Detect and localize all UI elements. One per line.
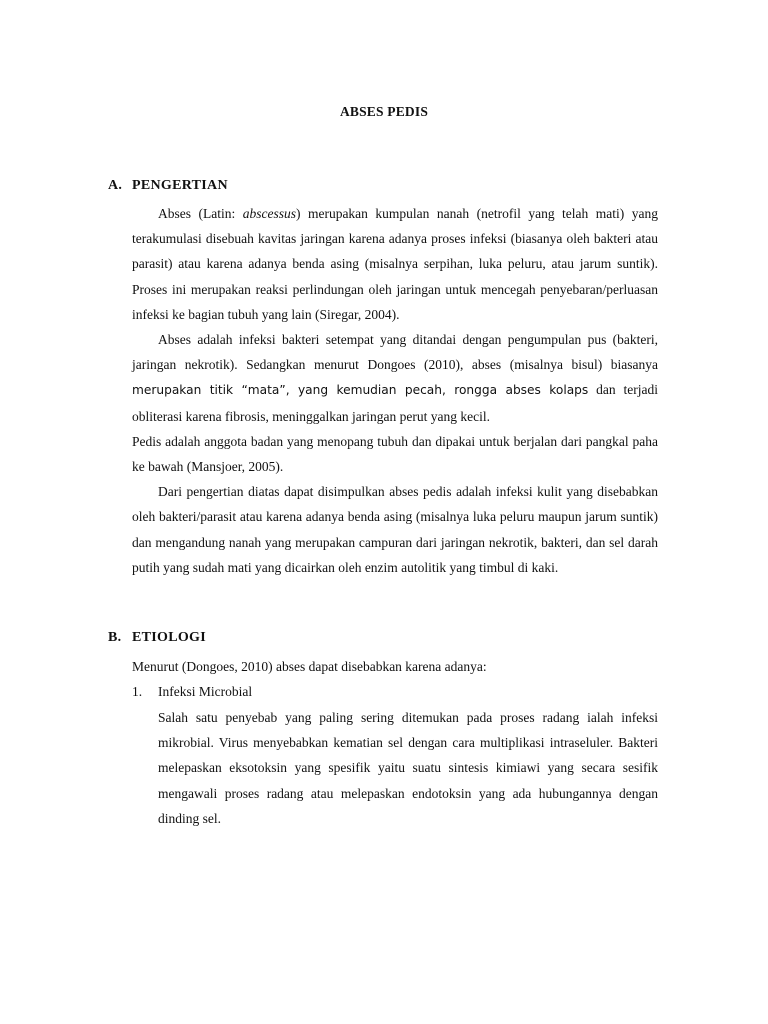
list-item-number: 1. [132, 684, 143, 699]
section-a-title: PENGERTIAN [132, 178, 228, 193]
section-b-heading [108, 630, 206, 646]
paragraph-pedis: Pedis adalah anggota badan yang menopang tubuh dan dipakai untuk berjalan dari pangkal paha ke bawah (Mansjoer, 2005). [132, 433, 658, 475]
paragraph-kesimpulan: Dari pengertian diatas dapat disimpulkan abses pedis adalah infeksi kulit yang disebabkan oleh bakteri/parasit atau karena adanya benda asing (misalnya luka peluru maupun jarum suntik) dan mengandung nanah yang merupakan campuran dari jaringan nekrotik, bakteri, dan sel darah putih yang sudah mati yang dicairkan oleh enzim autolitik yang timbul di kaki. [132, 484, 658, 575]
p2-text-end: dan terjadi obliterasi karena fibrosis, meninggalkan jaringan perut yang kecil. [132, 382, 658, 424]
document-title: ABSES PEDIS [339, 104, 429, 119]
section-b-marker: B. [108, 630, 122, 645]
section-b-intro [132, 654, 658, 679]
p2-sans-run: merupakan titik “mata”, yang kemudian pecah, rongga abses kolaps [132, 383, 589, 398]
etiologi-intro: Menurut (Dongoes, 2010) abses dapat disebabkan karena adanya: [132, 659, 487, 674]
list-item [132, 679, 658, 704]
p2-text-start: Abses adalah infeksi bakteri setempat yang ditandai dengan pengumpulan pus (bakteri, jaringan nekrotik). Sedangkan menurut Dongoes (2010), abses (misalnya bisul) biasanya [132, 332, 658, 373]
list-item-body [158, 705, 658, 831]
section-a-heading [108, 178, 228, 194]
p1-italic-term: abscessus [242, 206, 296, 221]
section-b-title: ETIOLOGI [132, 630, 206, 645]
list-item-title: Infeksi Microbial [158, 684, 253, 699]
section-a-marker: A. [108, 178, 123, 193]
paragraph-abses-infeksi [132, 327, 658, 429]
list-item-text: Salah satu penyebab yang paling sering ditemukan pada proses radang ialah infeksi mikrobial. Virus menyebabkan kematian sel dengan cara multiplikasi intraseluler. Bakteri melepaskan eksotoksin yang spesifik yaitu suatu sintesis kimiawi yang secara sesifik mengawali proses radang atau melepaskan endotoksin yang ada hubungannya dengan dinding sel. [158, 710, 658, 826]
paragraph-definition-abses [132, 201, 658, 327]
section-a-body [132, 201, 658, 580]
p1-text-start: Abses (Latin: [158, 206, 243, 221]
p1-text-end: ) merupakan kumpulan nanah (netrofil yang telah mati) yang terakumulasi disebuah kavitas jaringan karena adanya proses infeksi (biasanya oleh bakteri atau parasit) atau karena adanya benda asing (misalnya serpihan, luka peluru, atau jarum suntik). Proses ini merupakan reaksi perlindungan oleh jaringan untuk mencegah penyebaran/perluasan infeksi ke bagian tubuh yang lain (Siregar, 2004). [132, 206, 658, 322]
